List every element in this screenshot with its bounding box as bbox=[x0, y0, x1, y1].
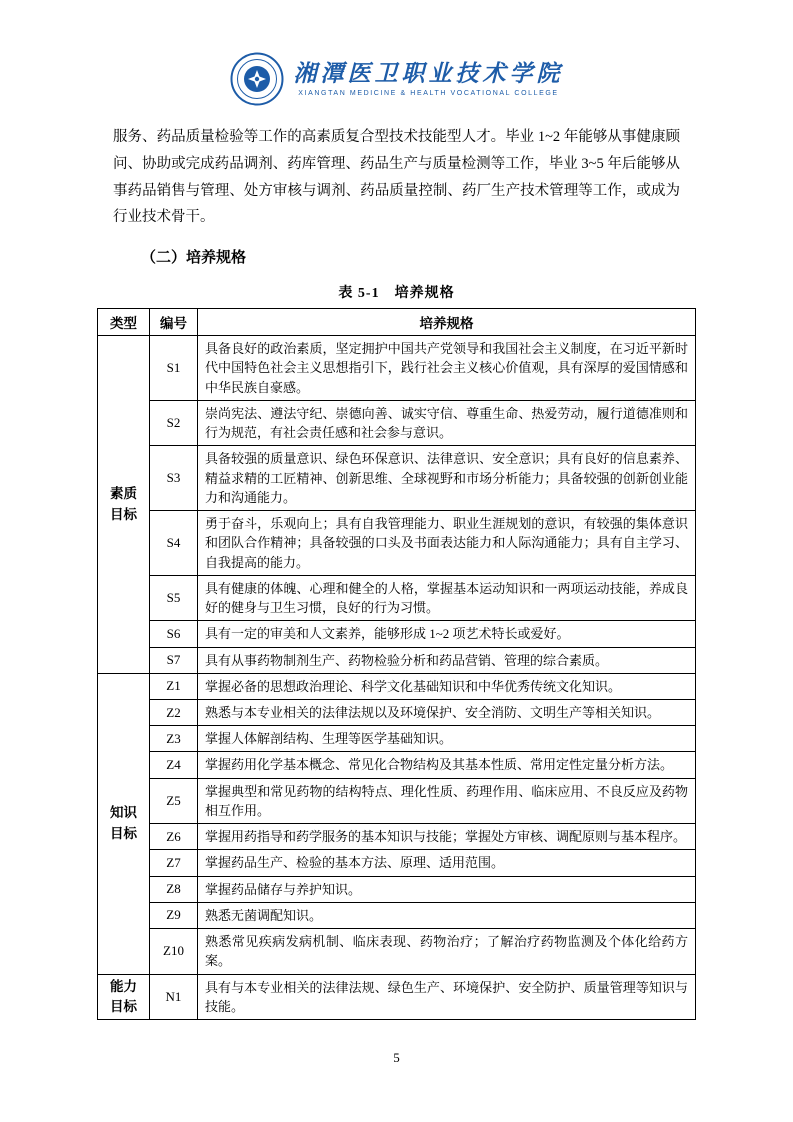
table-row bbox=[98, 673, 696, 699]
table-row bbox=[98, 621, 696, 647]
table-row bbox=[98, 700, 696, 726]
table-row bbox=[98, 902, 696, 928]
code-cell: S5 bbox=[150, 575, 198, 620]
spec-cell: 具有与本专业相关的法律法规、绿色生产、环境保护、安全防护、质量管理等知识与技能。 bbox=[198, 974, 696, 1020]
table-row bbox=[98, 929, 696, 974]
column-header-type: 类型 bbox=[98, 309, 150, 336]
table-row bbox=[98, 446, 696, 511]
training-spec-table bbox=[97, 308, 696, 1020]
code-cell: S4 bbox=[150, 511, 198, 576]
code-cell: S2 bbox=[150, 400, 198, 445]
table-header-row bbox=[98, 309, 696, 336]
spec-cell: 掌握典型和常见药物的结构特点、理化性质、药理作用、临床应用、不良反应及药物相互作用。 bbox=[198, 778, 696, 823]
column-header-code: 编号 bbox=[150, 309, 198, 336]
college-logo bbox=[0, 52, 793, 106]
code-cell: Z4 bbox=[150, 752, 198, 778]
code-cell: S7 bbox=[150, 647, 198, 673]
table-row bbox=[98, 400, 696, 445]
code-cell: N1 bbox=[150, 974, 198, 1020]
section-heading: （二）培养规格 bbox=[141, 250, 247, 267]
code-cell: Z6 bbox=[150, 824, 198, 850]
table-row bbox=[98, 647, 696, 673]
type-cell: 知识目标 bbox=[98, 673, 150, 974]
college-name-en: XIANGTAN MEDICINE & HEALTH VOCATIONAL COLLEGE bbox=[298, 89, 559, 97]
type-cell: 能力目标 bbox=[98, 974, 150, 1020]
table-row bbox=[98, 974, 696, 1020]
table-row bbox=[98, 336, 696, 401]
spec-cell: 熟悉无菌调配知识。 bbox=[198, 902, 696, 928]
college-emblem-icon bbox=[230, 52, 284, 106]
spec-cell: 掌握必备的思想政治理论、科学文化基础知识和中华优秀传统文化知识。 bbox=[198, 673, 696, 699]
table-row bbox=[98, 752, 696, 778]
spec-cell: 勇于奋斗，乐观向上；具有自我管理能力、职业生涯规划的意识，有较强的集体意识和团队合作精神；具备较强的口头及书面表达能力和人际沟通能力；具有自主学习、自我提高的能力。 bbox=[198, 511, 696, 576]
table-row bbox=[98, 511, 696, 576]
code-cell: Z7 bbox=[150, 850, 198, 876]
table-row bbox=[98, 850, 696, 876]
spec-cell: 熟悉与本专业相关的法律法规以及环境保护、安全消防、文明生产等相关知识。 bbox=[198, 700, 696, 726]
spec-cell: 崇尚宪法、遵法守纪、崇德向善、诚实守信、尊重生命、热爱劳动，履行道德准则和行为规范，有社会责任感和社会参与意识。 bbox=[198, 400, 696, 445]
college-name-block bbox=[294, 61, 564, 96]
page-content bbox=[0, 124, 793, 1020]
code-cell: S6 bbox=[150, 621, 198, 647]
intro-paragraph: 服务、药品质量检验等工作的高素质复合型技术技能型人才。毕业 1~2 年能够从事健康顾问、协助或完成药品调剂、药库管理、药品生产与质量检测等工作，毕业 3~5 年后能够从事药品销售与管理、处方审核与调剂、药品质量控制、药厂生产技术管理等工作，或成为行业技术骨干。 bbox=[113, 129, 680, 226]
code-cell: Z8 bbox=[150, 876, 198, 902]
table-row bbox=[98, 778, 696, 823]
spec-cell: 具有一定的审美和人文素养，能够形成 1~2 项艺术特长或爱好。 bbox=[198, 621, 696, 647]
table-row bbox=[98, 876, 696, 902]
code-cell: Z1 bbox=[150, 673, 198, 699]
column-header-spec: 培养规格 bbox=[198, 309, 696, 336]
spec-cell: 具有健康的体魄、心理和健全的人格，掌握基本运动知识和一两项运动技能，养成良好的健身与卫生习惯，良好的行为习惯。 bbox=[198, 575, 696, 620]
type-cell: 素质目标 bbox=[98, 336, 150, 674]
spec-cell: 掌握药用化学基本概念、常见化合物结构及其基本性质、常用定性定量分析方法。 bbox=[198, 752, 696, 778]
spec-cell: 具有从事药物制剂生产、药物检验分析和药品营销、管理的综合素质。 bbox=[198, 647, 696, 673]
table-row bbox=[98, 726, 696, 752]
table-header bbox=[98, 309, 696, 336]
table-row bbox=[98, 575, 696, 620]
spec-cell: 具备较强的质量意识、绿色环保意识、法律意识、安全意识；具有良好的信息素养、精益求精的工匠精神、创新思维、全球视野和市场分析能力；具备较强的创新创业能力和沟通能力。 bbox=[198, 446, 696, 511]
table-caption: 表 5-1 培养规格 bbox=[338, 286, 455, 302]
table-body bbox=[98, 336, 696, 1020]
code-cell: S1 bbox=[150, 336, 198, 401]
table-row bbox=[98, 824, 696, 850]
spec-cell: 具备良好的政治素质，坚定拥护中国共产党领导和我国社会主义制度，在习近平新时代中国特色社会主义思想指引下，践行社会主义核心价值观，具有深厚的爱国情感和中华民族自豪感。 bbox=[198, 336, 696, 401]
college-name-cn: 湘潭医卫职业技术学院 bbox=[293, 61, 564, 87]
page-footer bbox=[0, 1050, 793, 1066]
spec-cell: 掌握药品储存与养护知识。 bbox=[198, 876, 696, 902]
page-number: 5 bbox=[393, 1050, 400, 1065]
spec-cell: 熟悉常见疾病发病机制、临床表现、药物治疗；了解治疗药物监测及个体化给药方案。 bbox=[198, 929, 696, 974]
code-cell: Z2 bbox=[150, 700, 198, 726]
code-cell: Z9 bbox=[150, 902, 198, 928]
spec-cell: 掌握用药指导和药学服务的基本知识与技能；掌握处方审核、调配原则与基本程序。 bbox=[198, 824, 696, 850]
code-cell: Z3 bbox=[150, 726, 198, 752]
code-cell: S3 bbox=[150, 446, 198, 511]
spec-cell: 掌握药品生产、检验的基本方法、原理、适用范围。 bbox=[198, 850, 696, 876]
spec-cell: 掌握人体解剖结构、生理等医学基础知识。 bbox=[198, 726, 696, 752]
code-cell: Z5 bbox=[150, 778, 198, 823]
code-cell: Z10 bbox=[150, 929, 198, 974]
